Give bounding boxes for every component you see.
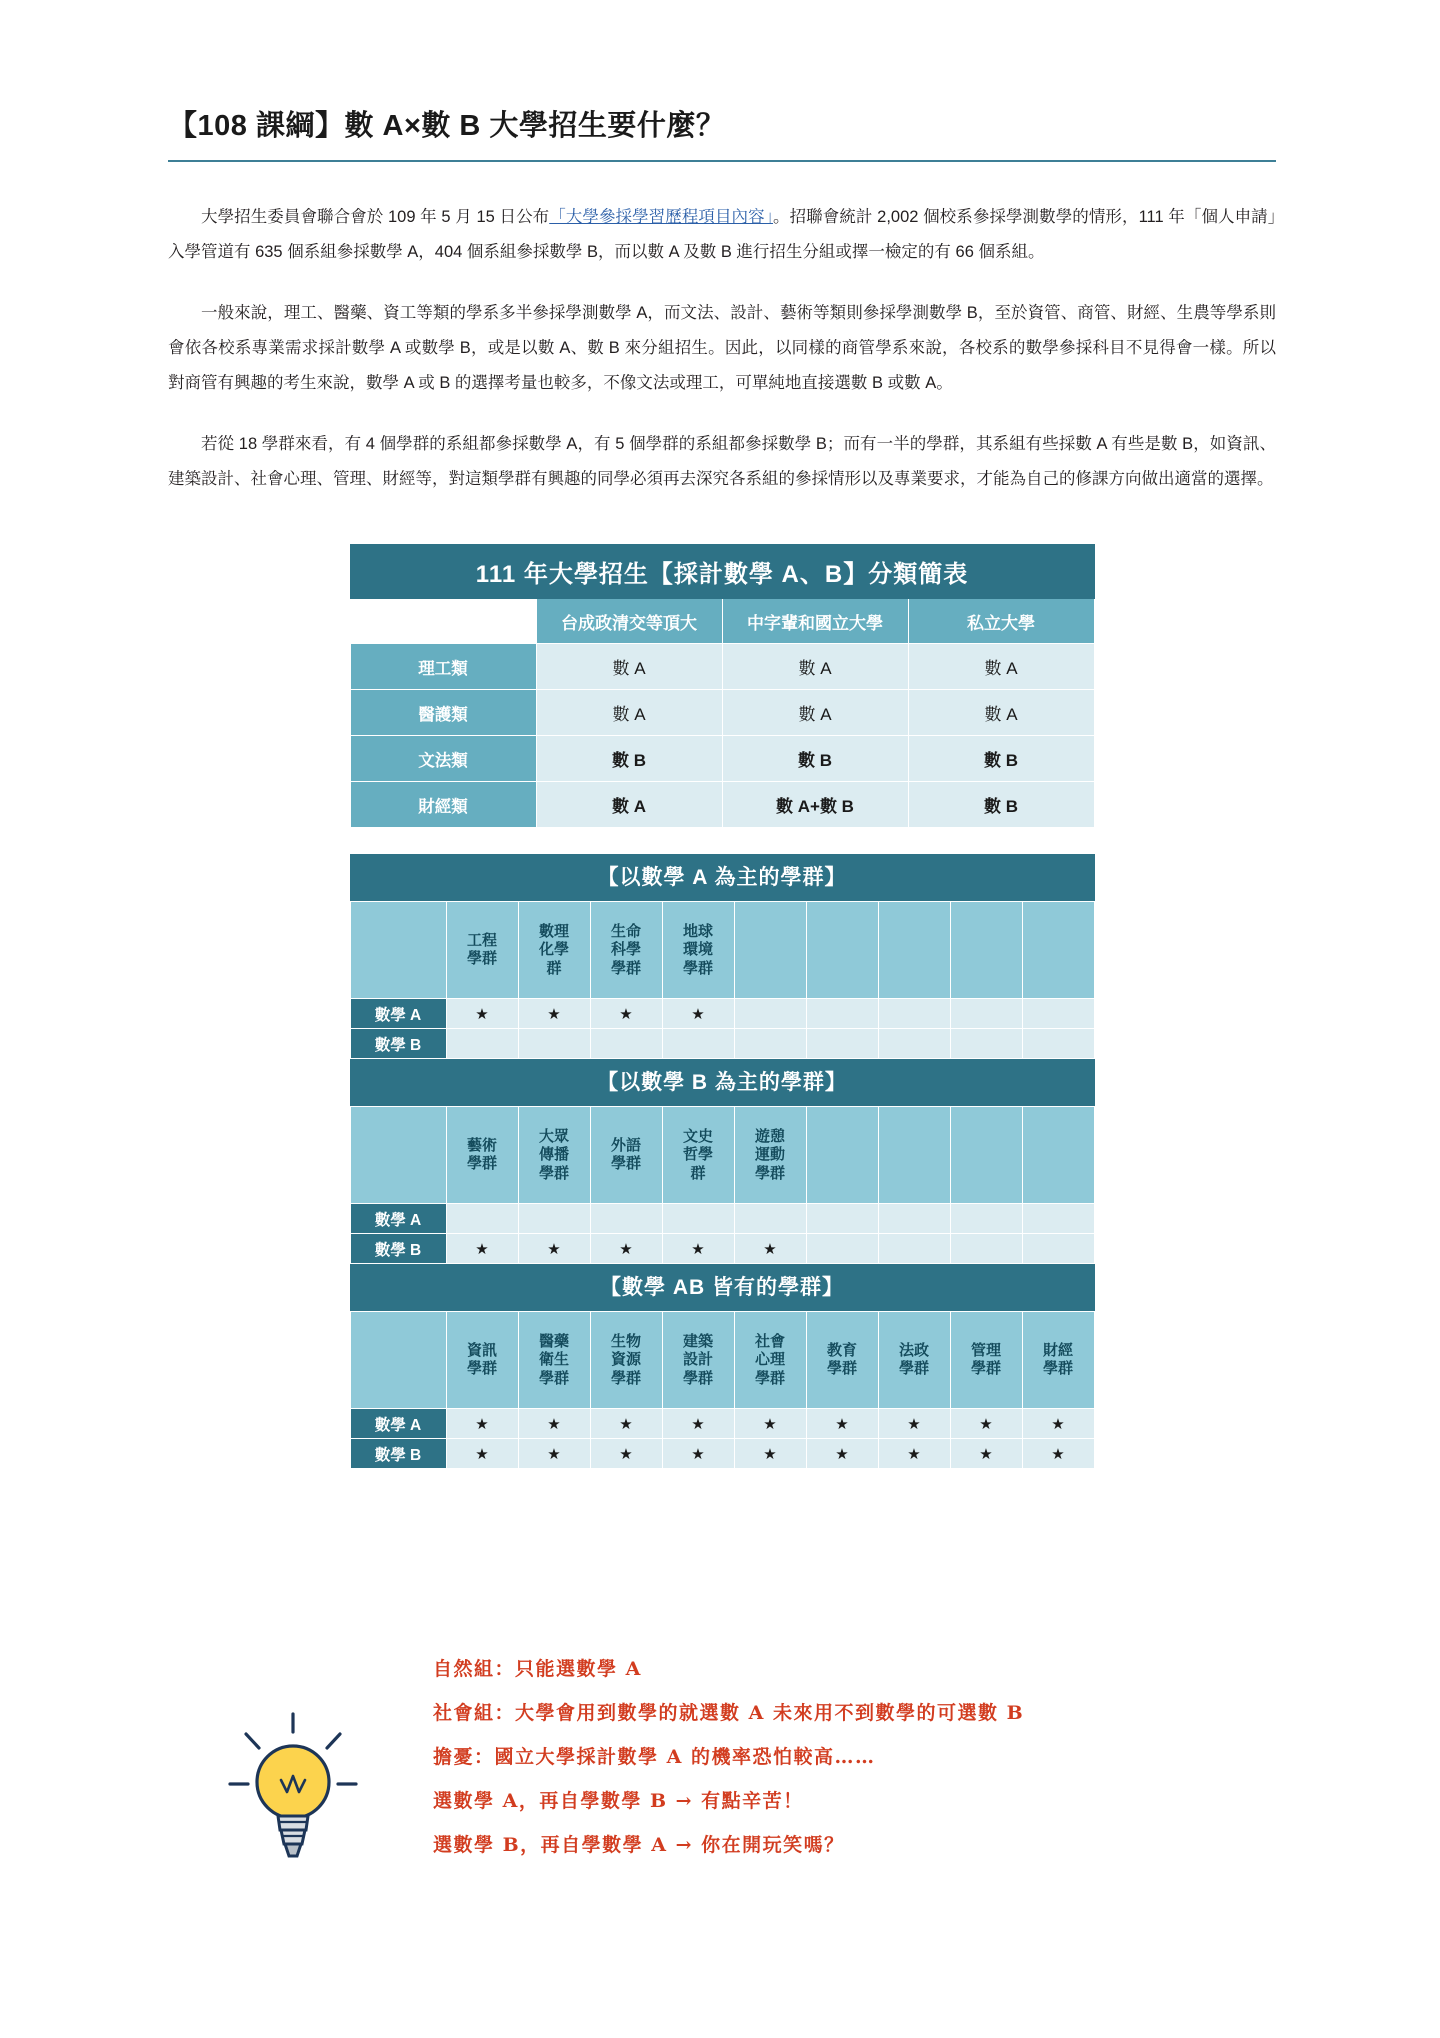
- star-a-2: ★: [518, 1409, 590, 1439]
- star-b-2: [518, 1029, 590, 1059]
- table-row: [350, 644, 1094, 690]
- cell-medical-top: 數 A: [536, 690, 722, 736]
- table-title-row: [350, 545, 1094, 599]
- tip-line-2: 社會組：大學會用到數學的就選數 A 未來用不到數學的可選數 B: [433, 1701, 1025, 1724]
- star-b-7: [878, 1029, 950, 1059]
- row-math-a: [350, 1409, 1094, 1439]
- row-label-math-b: 數學 B: [350, 1234, 446, 1264]
- star-a-9: ★: [1022, 1409, 1094, 1439]
- star-b-5: ★: [734, 1234, 806, 1264]
- star-b-4: [662, 1029, 734, 1059]
- cell-liberal-national: 數 B: [722, 736, 908, 782]
- lightbulb-icon: [218, 1706, 368, 1866]
- tables-area: [168, 544, 1276, 1469]
- group-head-5: 社會 心理 學群: [734, 1312, 806, 1409]
- star-b-8: [950, 1029, 1022, 1059]
- math-a-groups-table: [350, 901, 1095, 1059]
- star-b-3: ★: [590, 1439, 662, 1469]
- star-a-5: ★: [734, 1409, 806, 1439]
- cell-liberal-private: 數 B: [908, 736, 1094, 782]
- star-a-4: ★: [662, 1409, 734, 1439]
- star-a-6: [806, 1204, 878, 1234]
- group-table-math-b: [350, 1059, 1095, 1264]
- row-math-b: [350, 1439, 1094, 1469]
- cell-finance-private: 數 B: [908, 782, 1094, 828]
- group-head-5: 遊憩 運動 學群: [734, 1107, 806, 1204]
- star-b-1: ★: [446, 1234, 518, 1264]
- row-label-math-b: 數學 B: [350, 1439, 446, 1469]
- group-head-3: 生物 資源 學群: [590, 1312, 662, 1409]
- row-label-liberal: 文法類: [350, 736, 536, 782]
- star-a-3: [590, 1204, 662, 1234]
- group-table-math-ab: [350, 1264, 1095, 1469]
- math-b-groups-table: [350, 1106, 1095, 1264]
- group-header-row: [350, 1312, 1094, 1409]
- cell-finance-national: 數 A+數 B: [722, 782, 908, 828]
- star-a-2: ★: [518, 999, 590, 1029]
- group-head-1: 藝術 學群: [446, 1107, 518, 1204]
- star-a-7: ★: [878, 1409, 950, 1439]
- group-head-9: [1022, 1107, 1094, 1204]
- row-label-math-a: 數學 A: [350, 999, 446, 1029]
- group-head-1: 工程 學群: [446, 902, 518, 999]
- row-math-a: [350, 1204, 1094, 1234]
- header-col-3: 私立大學: [908, 599, 1094, 644]
- paragraph-3: 若從 18 學群來看，有 4 個學群的系組都參採數學 A，有 5 個學群的系組都參採數學 B；而有一半的學群，其系組有些採數 A 有些是數 B，如資訊、建築設計、社會心理、管理、財經等，對這類學群有興趣的同學必須再去深究各系組的參採情形以及專業要求，才能為自己的修課方向做出適當的選擇。: [168, 434, 1276, 488]
- row-label-finance: 財經類: [350, 782, 536, 828]
- header-col-2: 中字輩和國立大學: [722, 599, 908, 644]
- group-head-8: [950, 902, 1022, 999]
- row-label-medical: 醫護類: [350, 690, 536, 736]
- group-header-row: [350, 902, 1094, 999]
- group-head-6: [806, 902, 878, 999]
- star-b-4: ★: [662, 1439, 734, 1469]
- math-classification-table: [350, 544, 1095, 828]
- star-a-5: [734, 999, 806, 1029]
- tip-line-1: 自然組：只能選數學 A: [433, 1658, 642, 1680]
- star-a-5: [734, 1204, 806, 1234]
- header-col-1: 台成政清交等頂大: [536, 599, 722, 644]
- group-head-4: 地球 環境 學群: [662, 902, 734, 999]
- cell-finance-top: 數 A: [536, 782, 722, 828]
- cell-science-top: 數 A: [536, 644, 722, 690]
- star-a-7: [878, 999, 950, 1029]
- star-b-9: [1022, 1234, 1094, 1264]
- math-ab-groups-table: [350, 1311, 1095, 1469]
- table-row: [350, 736, 1094, 782]
- tip-line-5: 選數學 B，再自學數學 A → 你在開玩笑嗎？: [433, 1833, 845, 1856]
- reference-link[interactable]: 「大學參採學習歷程項目內容」: [549, 207, 774, 226]
- star-a-8: [950, 1204, 1022, 1234]
- group-head-7: 法政 學群: [878, 1312, 950, 1409]
- star-b-1: ★: [446, 1439, 518, 1469]
- group-header-row: [350, 1107, 1094, 1204]
- table-title: 111 年大學招生【採計數學 A、B】分類簡表: [350, 545, 1094, 599]
- cell-science-private: 數 A: [908, 644, 1094, 690]
- star-b-9: ★: [1022, 1439, 1094, 1469]
- cell-liberal-top: 數 B: [536, 736, 722, 782]
- paragraph-1-pre: 大學招生委員會聯合會於 109 年 5 月 15 日公布: [201, 207, 550, 226]
- group-head-7: [878, 1107, 950, 1204]
- group-head-9: [1022, 902, 1094, 999]
- star-b-8: ★: [950, 1439, 1022, 1469]
- band-math-b: 【以數學 B 為主的學群】: [350, 1059, 1095, 1106]
- star-a-6: ★: [806, 1409, 878, 1439]
- group-head-6: 教育 學群: [806, 1312, 878, 1409]
- star-a-1: [446, 1204, 518, 1234]
- star-a-3: ★: [590, 1409, 662, 1439]
- star-a-3: ★: [590, 999, 662, 1029]
- group-table-math-a: [350, 854, 1095, 1059]
- star-b-5: ★: [734, 1439, 806, 1469]
- group-head-2: 醫藥 衛生 學群: [518, 1312, 590, 1409]
- star-b-1: [446, 1029, 518, 1059]
- group-head-8: 管理 學群: [950, 1312, 1022, 1409]
- star-b-2: ★: [518, 1234, 590, 1264]
- tip-note: [168, 1660, 1288, 1920]
- star-a-2: [518, 1204, 590, 1234]
- star-b-3: [590, 1029, 662, 1059]
- star-a-8: ★: [950, 1409, 1022, 1439]
- group-head-8: [950, 1107, 1022, 1204]
- group-head-3: 生命 科學 學群: [590, 902, 662, 999]
- row-label-science: 理工類: [350, 644, 536, 690]
- group-head-9: 財經 學群: [1022, 1312, 1094, 1409]
- table-row: [350, 690, 1094, 736]
- paragraph-1-post: 。招聯會統計 2,002 個校系參採學測數學的情形，111 年「個人申請」入學管道有 635 個系組參採數學 A，404 個系組參採數學 B，而以數 A 及數 B 進行招生分組或擇一檢定的有 66 個系組。: [168, 207, 1277, 261]
- group-head-2: 大眾 傳播 學群: [518, 1107, 590, 1204]
- star-a-1: ★: [446, 1409, 518, 1439]
- star-b-6: [806, 1029, 878, 1059]
- star-a-6: [806, 999, 878, 1029]
- star-a-9: [1022, 1204, 1094, 1234]
- table-header-row: [350, 599, 1094, 644]
- group-header-corner: [350, 1107, 446, 1204]
- star-a-4: ★: [662, 999, 734, 1029]
- cell-medical-national: 數 A: [722, 690, 908, 736]
- star-a-7: [878, 1204, 950, 1234]
- star-a-8: [950, 999, 1022, 1029]
- page-title: 【108 課綱】數 A×數 B 大學招生要什麼？: [168, 108, 1276, 162]
- group-head-6: [806, 1107, 878, 1204]
- document-content: [168, 108, 1276, 1469]
- row-math-b: [350, 1029, 1094, 1059]
- star-b-9: [1022, 1029, 1094, 1059]
- star-b-2: ★: [518, 1439, 590, 1469]
- group-head-2: 數理 化學 群: [518, 902, 590, 999]
- row-label-math-b: 數學 B: [350, 1029, 446, 1059]
- tip-line-4: 選數學 A，再自學數學 B → 有點辛苦！: [433, 1789, 804, 1812]
- star-b-6: [806, 1234, 878, 1264]
- band-math-a: 【以數學 A 為主的學群】: [350, 854, 1095, 901]
- group-head-1: 資訊 學群: [446, 1312, 518, 1409]
- star-b-4: ★: [662, 1234, 734, 1264]
- paragraph-1: [168, 200, 1276, 270]
- group-head-5: [734, 902, 806, 999]
- group-head-7: [878, 902, 950, 999]
- header-corner: [350, 599, 536, 644]
- paragraph-2: 一般來說，理工、醫藥、資工等類的學系多半參採學測數學 A，而文法、設計、藝術等類則參採學測數學 B，至於資管、商管、財經、生農等學系則會依各校系專業需求採計數學 A 或數學 B，或是以數 A、數 B 來分組招生。因此，以同樣的商管學系來說，各校系的數學參採科目不見得會一樣。所以對商管有興趣的考生來說，數學 A 或 B 的選擇考量也較多，不像文法或理工，可單純地直接選數 B 或數 A。: [168, 303, 1276, 392]
- star-a-1: ★: [446, 999, 518, 1029]
- star-a-9: [1022, 999, 1094, 1029]
- star-a-4: [662, 1204, 734, 1234]
- row-label-math-a: 數學 A: [350, 1204, 446, 1234]
- star-b-8: [950, 1234, 1022, 1264]
- tip-line-3: 擔憂：國立大學採計數學 A 的機率恐怕較高……: [433, 1745, 876, 1768]
- star-b-7: [878, 1234, 950, 1264]
- row-math-a: [350, 999, 1094, 1029]
- group-head-3: 外語 學群: [590, 1107, 662, 1204]
- group-head-4: 文史 哲學 群: [662, 1107, 734, 1204]
- row-math-b: [350, 1234, 1094, 1264]
- star-b-5: [734, 1029, 806, 1059]
- cell-medical-private: 數 A: [908, 690, 1094, 736]
- row-label-math-a: 數學 A: [350, 1409, 446, 1439]
- star-b-7: ★: [878, 1439, 950, 1469]
- group-header-corner: [350, 902, 446, 999]
- star-b-6: ★: [806, 1439, 878, 1469]
- table-row: [350, 782, 1094, 828]
- group-header-corner: [350, 1312, 446, 1409]
- star-b-3: ★: [590, 1234, 662, 1264]
- tip-note-lines: [433, 1660, 1293, 1880]
- group-head-4: 建築 設計 學群: [662, 1312, 734, 1409]
- cell-science-national: 數 A: [722, 644, 908, 690]
- band-math-ab: 【數學 AB 皆有的學群】: [350, 1264, 1095, 1311]
